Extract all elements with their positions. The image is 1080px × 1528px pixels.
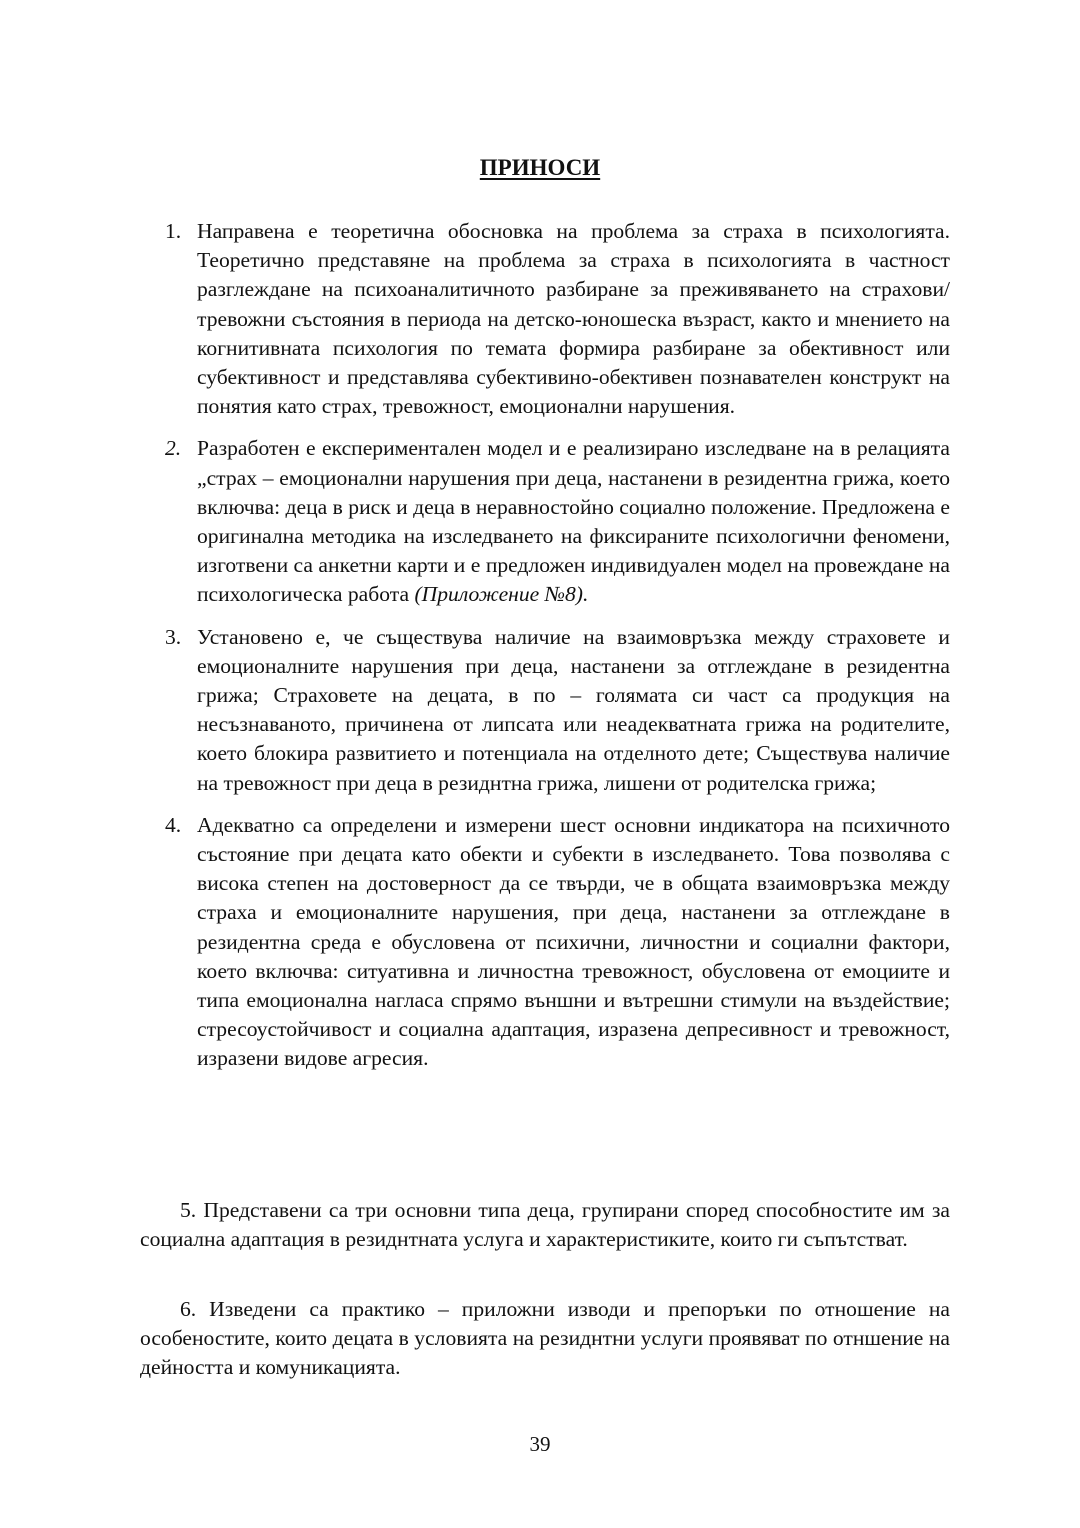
- item-text: Установено е, че съществува наличие на взаимовръзка между страховете и емоционалните нарушения при деца, настанени за отглеждане в резидентна грижа; Страховете на децата, в по – голямата си част са продукция на несъзнаваното, причинена от липсата или неадекватната грижа на родителите, което блокира развитието и потенциала на отделното дете; Съществува наличие на тревожност при деца в резиднтна грижа, лишени от родителска грижа;: [197, 624, 950, 795]
- item-body: Разработен е експериментален модел и е реализирано изследване на в релацията „страх – емоционални нарушения при деца, настанени в резидентна грижа, което включва: деца в риск и деца в неравностойно социално положение. Предложена е оригинална методика на изследването на фиксираните психологични феномени, изготвени са анкетни карти и е предложен индивидуален модел на провеждане на психологическа работа: [197, 436, 950, 607]
- appendix-citation: (Приложение №8).: [414, 582, 589, 607]
- list-item: [140, 217, 950, 421]
- page-title: ПРИНОСИ: [479, 155, 601, 180]
- paragraph-6: 6. Изведени са практико – приложни изводи и препоръки по отношение на особеностите, които децата в условията на резиднтни услуги проявяват по отншение на дейността и комуникацията.: [140, 1297, 950, 1380]
- page-number: 39: [529, 1432, 551, 1456]
- list-item: [140, 623, 950, 798]
- contributions-list: [140, 217, 950, 1087]
- item-number: 2.: [165, 436, 182, 461]
- item-text: [197, 434, 950, 609]
- list-item: [140, 811, 950, 1074]
- item-text: Направена е теоретична обосновка на проблема за страха в психологията. Теоретично представяне на проблема за страха в психологията в частност разглеждане на психоаналитичното разбиране за преживяването на страхови/тревожни състояния в периода на детско-юношеска възраст, както и мнението на когнитивната психология по темата формира разбиране за обективност или субективност и представлява субективино-обективен познавателен конструкт на понятия като страх, тревожност, емоционални нарушения.: [197, 219, 950, 419]
- list-item: [140, 434, 950, 609]
- item-text: Адекватно са определени и измерени шест основни индикатора на психичното състояние при децата като обекти и субекти в изследването. Това позволява с висока степен на достоверност да се твърди, че в общата взаимовръзка между страха и емоционалните нарушения, при деца, настанени за отглеждане в резидентна среда е обусловена от психични, личностни и социални фактори, което включва: ситуативна и личностна тревожност, обусловена от емоциите и типа емоционална нагласа спрямо външни и вътрешни стимули на въздействие; стресоустойчивост и социална адаптация, изразена депресивност и тревожност, изразени видове агресия.: [197, 812, 950, 1071]
- item-number: 1.: [165, 219, 182, 243]
- item-number: 3.: [165, 624, 182, 649]
- item-number: 4.: [165, 812, 182, 837]
- paragraph-5: 5. Представени са три основни типа деца, групирани според способностите им за социална адаптация в резиднтната услуга и характеристиките, които ги съпътстват.: [140, 1198, 950, 1252]
